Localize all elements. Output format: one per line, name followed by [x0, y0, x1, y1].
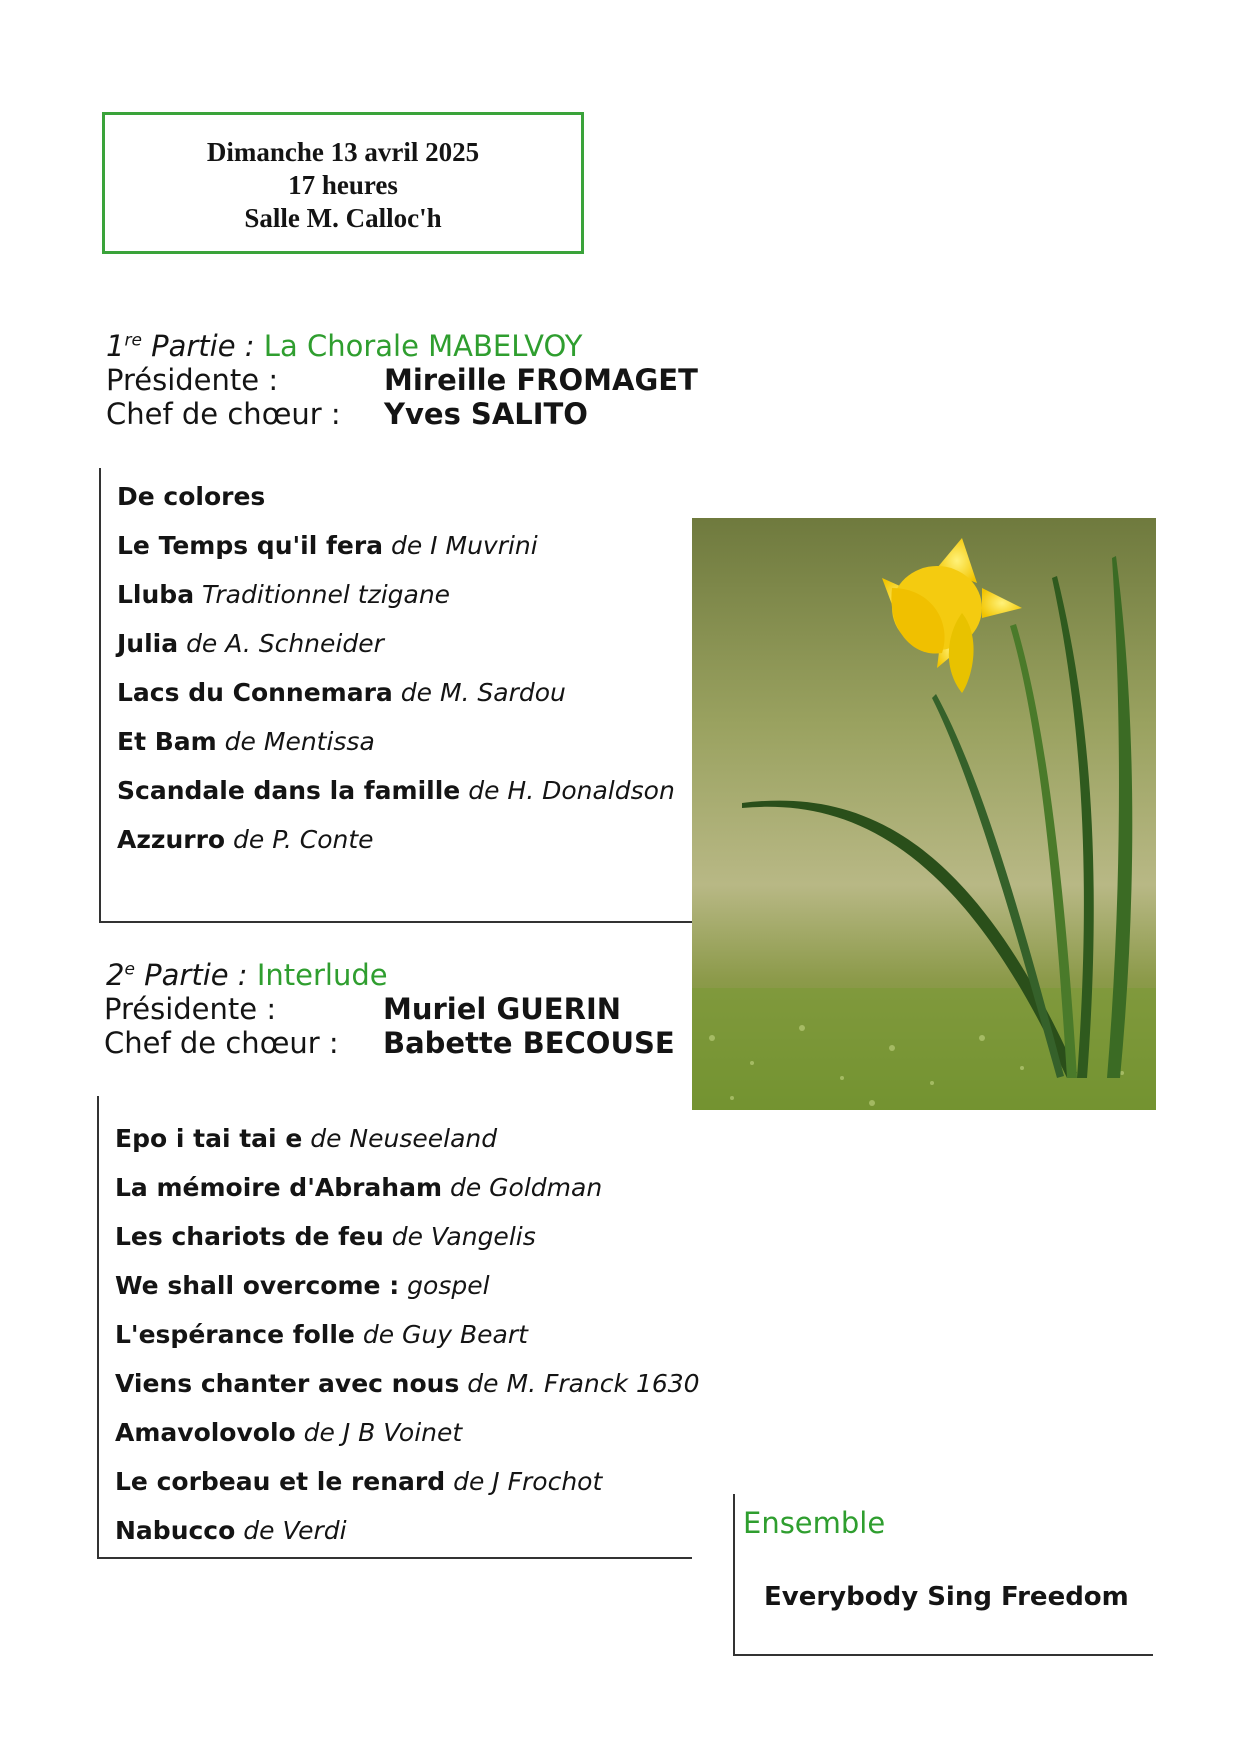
part2-superscript: e — [124, 959, 135, 980]
event-info-box — [102, 112, 584, 254]
part2-title — [106, 958, 388, 992]
list-item: La mémoire d'Abraham de Goldman — [115, 1173, 603, 1202]
part1-name: La Chorale MABELVOY — [263, 329, 583, 363]
list-item: Le Temps qu'il fera de I Muvrini — [117, 531, 538, 560]
list-item: De colores — [117, 482, 266, 511]
list-item: Lacs du Connemara de M. Sardou — [117, 678, 566, 707]
part1-president-label: Présidente : — [106, 363, 279, 397]
event-date: Dimanche 13 avril 2025 — [206, 137, 480, 167]
list-item: Julia de A. Schneider — [117, 629, 384, 658]
list-item: Le corbeau et le renard de J Frochot — [115, 1467, 603, 1496]
list-item: Les chariots de feu de Vangelis — [115, 1222, 536, 1251]
part2-word: Partie : — [144, 958, 248, 992]
part2-president-label: Présidente : — [104, 992, 277, 1026]
part1-number: 1 — [106, 329, 125, 363]
list-item: L'espérance folle de Guy Beart — [115, 1320, 528, 1349]
part1-conductor: Yves SALITO — [384, 397, 588, 431]
list-item: Lluba Traditionnel tzigane — [117, 580, 451, 609]
ensemble-song: Everybody Sing Freedom — [764, 1582, 1129, 1612]
daffodil-photo — [692, 518, 1156, 1110]
part2-number: 2 — [106, 958, 125, 992]
ensemble-box — [733, 1494, 1153, 1656]
list-item: Azzurro de P. Conte — [117, 825, 374, 854]
part1-title — [106, 329, 582, 363]
event-time: 17 heures — [288, 170, 398, 200]
list-item: Nabucco de Verdi — [115, 1516, 347, 1545]
list-item: Viens chanter avec nous de M. Franck 1630 — [115, 1369, 700, 1398]
part1-song-list — [99, 468, 694, 923]
part1-superscript: re — [124, 330, 142, 351]
part2-conductor: Babette BECOUSE — [383, 1026, 675, 1060]
part1-conductor-label: Chef de chœur : — [106, 397, 341, 431]
part2-song-list — [97, 1096, 700, 1559]
ensemble-label: Ensemble — [743, 1506, 886, 1540]
part1-word: Partie : — [151, 329, 255, 363]
list-item: We shall overcome : gospel — [115, 1271, 490, 1300]
part2-conductor-label: Chef de chœur : — [104, 1026, 339, 1060]
part2-president: Muriel GUERIN — [383, 992, 622, 1026]
list-item: Et Bam de Mentissa — [117, 727, 375, 756]
event-venue: Salle M. Calloc'h — [244, 203, 442, 233]
part1-president: Mireille FROMAGET — [384, 363, 698, 397]
list-item: Epo i tai tai e de Neuseeland — [115, 1124, 498, 1153]
list-item: Amavolovolo de J B Voinet — [115, 1418, 463, 1447]
part2-name: Interlude — [256, 958, 388, 992]
list-item: Scandale dans la famille de H. Donaldson — [117, 776, 675, 805]
